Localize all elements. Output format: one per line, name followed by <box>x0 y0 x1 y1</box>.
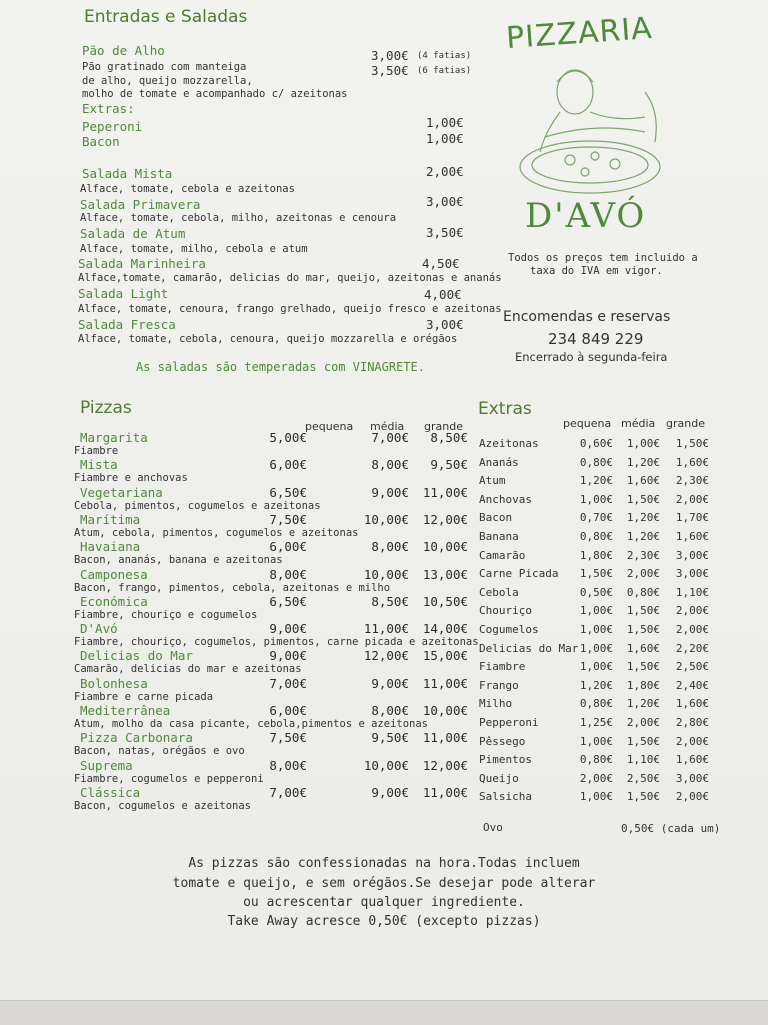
extra-price-media: 1,20€ <box>626 697 660 710</box>
pizza-price-media: 9,00€ <box>371 785 409 800</box>
pizza-price-media: 9,50€ <box>371 730 409 745</box>
extra-name: Bacon <box>479 511 513 524</box>
pizza-desc: Bacon, ananás, banana e azeitonas <box>74 554 283 566</box>
pizza-name: Margarita <box>80 430 148 445</box>
pizza-price-pequena: 9,00€ <box>269 621 307 636</box>
pizza-desc: Cebola, pimentos, cogumelos e azeitonas <box>74 500 321 512</box>
salada-desc: Alface, tomate, cenoura, frango grelhado, queijo fresco e azeitonas <box>78 303 502 315</box>
pizza-price-grande: 12,00€ <box>422 758 468 773</box>
pizza-name: Delicias do Mar <box>80 648 193 663</box>
pizza-price-pequena: 7,50€ <box>269 512 307 527</box>
extra-price-grande: 1,60€ <box>675 697 709 710</box>
extra-price-media: 2,00€ <box>626 716 660 729</box>
extra-price-grande: 2,30€ <box>675 474 709 487</box>
extra-price-media: 1,20€ <box>626 511 660 524</box>
extra-price-media: 1,00€ <box>626 437 660 450</box>
extra-name: Milho <box>479 697 513 710</box>
salada-desc: Alface, tomate, milho, cebola e atum <box>80 243 308 255</box>
extra-name: Cogumelos <box>479 623 539 636</box>
item-pao-note1: (4 fatias) <box>417 51 472 61</box>
extra-name: Ananás <box>479 456 519 469</box>
pizza-name: Clássica <box>80 785 141 800</box>
extra-name: Pimentos <box>479 753 532 766</box>
pizza-price-pequena: 6,50€ <box>269 485 307 500</box>
pizza-name: Bolonhesa <box>80 676 148 691</box>
pizza-name: Mediterrânea <box>80 703 171 718</box>
pizza-price-media: 8,00€ <box>371 539 409 554</box>
closed-day: Encerrado à segunda-feira <box>515 350 668 364</box>
salada-name: Salada Mista <box>82 166 173 181</box>
extra-peperoni-name: Peperoni <box>82 119 143 134</box>
extra-price-pequena: 0,80€ <box>579 530 613 543</box>
extra-price-pequena: 0,70€ <box>579 511 613 524</box>
extra-price-pequena: 1,00€ <box>579 623 613 636</box>
pizza-price-media: 10,00€ <box>363 567 409 582</box>
extra-name: Cebola <box>479 586 519 599</box>
extra-price-grande: 2,40€ <box>675 679 709 692</box>
salada-price: 4,00€ <box>424 287 462 302</box>
extra-price-grande: 2,50€ <box>675 660 709 673</box>
pizza-name: Havaiana <box>80 539 141 554</box>
pizza-price-grande: 10,00€ <box>422 703 468 718</box>
footer-line: Take Away acresce 0,50€ (excepto pizzas) <box>227 914 541 929</box>
pizza-price-grande: 11,00€ <box>422 676 468 691</box>
extra-price-pequena: 0,60€ <box>579 437 613 450</box>
extra-price-media: 1,60€ <box>626 474 660 487</box>
extra-price-grande: 1,60€ <box>675 530 709 543</box>
pizza-price-media: 8,00€ <box>371 703 409 718</box>
extra-price-media: 1,20€ <box>626 530 660 543</box>
pizza-price-grande: 11,00€ <box>422 785 468 800</box>
extra-price-media: 1,10€ <box>626 753 660 766</box>
extra-price-grande: 1,60€ <box>675 456 709 469</box>
pizzas-header-grande: grande <box>424 420 463 433</box>
pizza-desc: Fiambre e anchovas <box>74 472 188 484</box>
pizza-price-media: 8,00€ <box>371 457 409 472</box>
table-surface <box>0 1000 768 1025</box>
item-pao-name: Pão de Alho <box>82 43 165 58</box>
extra-price-grande: 1,70€ <box>675 511 709 524</box>
pizza-price-grande: 9,50€ <box>430 457 468 472</box>
extra-name: Fiambre <box>479 660 526 673</box>
pizza-price-pequena: 8,00€ <box>269 758 307 773</box>
extra-price-media: 1,50€ <box>626 660 660 673</box>
pizza-desc: Atum, molho da casa picante, cebola,pimentos e azeitonas <box>74 718 429 730</box>
salada-name: Salada Marinheira <box>78 256 206 271</box>
extra-price-media: 2,30€ <box>626 549 660 562</box>
pizza-price-grande: 13,00€ <box>422 567 468 582</box>
extra-price-pequena: 1,00€ <box>579 493 613 506</box>
salada-name: Salada Primavera <box>80 197 201 212</box>
salada-price: 2,00€ <box>426 164 464 179</box>
pizza-name: Mista <box>80 457 118 472</box>
logo-title-top: PIZZARIA <box>504 10 654 57</box>
extra-name: Anchovas <box>479 493 532 506</box>
pizza-name: Marítima <box>80 512 141 527</box>
extra-price-grande: 2,00€ <box>675 604 709 617</box>
pizza-desc: Bacon, cogumelos e azeitonas <box>74 800 252 812</box>
extra-name: Carne Picada <box>479 567 559 580</box>
extra-price-pequena: 1,25€ <box>579 716 613 729</box>
extra-price-pequena: 2,00€ <box>579 772 613 785</box>
extra-price-pequena: 1,00€ <box>579 660 613 673</box>
extra-price-media: 1,50€ <box>626 623 660 636</box>
pizzas-header-pequena: pequena <box>305 420 354 433</box>
footer-line: As pizzas são confessionadas na hora.Todas incluem <box>188 856 580 871</box>
section-title-entradas: Entradas e Saladas <box>84 7 248 27</box>
pizza-name: Pizza Carbonara <box>80 730 193 745</box>
extra-peperoni-price: 1,00€ <box>426 115 464 130</box>
extra-name: Delicias do Mar <box>479 642 579 655</box>
item-pao-note2: (6 fatias) <box>417 66 472 76</box>
pizza-price-pequena: 6,50€ <box>269 594 307 609</box>
pizza-desc: Fiambre e carne picada <box>74 691 214 703</box>
extra-price-media: 0,80€ <box>626 586 660 599</box>
pizzas-header-media: média <box>370 420 405 433</box>
extra-name: Pepperoni <box>479 716 539 729</box>
extra-price-pequena: 1,80€ <box>579 549 613 562</box>
iva-note-line2: taxa do IVA em vigor. <box>530 265 663 277</box>
extra-price-media: 1,80€ <box>626 679 660 692</box>
item-pao-price1: 3,00€ <box>371 48 409 63</box>
extra-price-pequena: 1,20€ <box>579 679 613 692</box>
pizza-price-media: 9,00€ <box>371 485 409 500</box>
pizza-price-media: 8,50€ <box>371 594 409 609</box>
extra-name: Azeitonas <box>479 437 539 450</box>
pizza-price-pequena: 5,00€ <box>269 430 307 445</box>
phone-number: 234 849 229 <box>548 330 644 348</box>
pizza-name: Económica <box>80 594 148 609</box>
extra-price-grande: 1,50€ <box>675 437 709 450</box>
extra-price-media: 1,60€ <box>626 642 660 655</box>
extra-price-media: 1,20€ <box>626 456 660 469</box>
extra-bacon-price: 1,00€ <box>426 131 464 146</box>
pizza-desc: Bacon, natas, orégãos e ovo <box>74 745 245 757</box>
pizza-price-media: 7,00€ <box>371 430 409 445</box>
chef-illustration-icon <box>515 52 675 200</box>
extra-price-media: 2,50€ <box>626 772 660 785</box>
logo-title-bottom: D'AVÓ <box>525 196 647 236</box>
pizza-desc: Bacon, frango, pimentos, cebola, azeitonas e milho <box>74 582 391 594</box>
pizza-price-media: 10,00€ <box>363 512 409 527</box>
extra-price-grande: 2,20€ <box>675 642 709 655</box>
extra-price-grande: 2,80€ <box>675 716 709 729</box>
pizza-price-grande: 11,00€ <box>422 485 468 500</box>
extra-price-grande: 3,00€ <box>675 549 709 562</box>
section-title-pizzas: Pizzas <box>80 398 132 418</box>
pizza-price-media: 10,00€ <box>363 758 409 773</box>
pizza-price-grande: 14,00€ <box>422 621 468 636</box>
pizza-desc: Camarão, delicias do mar e azeitonas <box>74 663 302 675</box>
extra-price-pequena: 1,00€ <box>579 642 613 655</box>
extra-price-pequena: 1,50€ <box>579 567 613 580</box>
extra-price-pequena: 1,20€ <box>579 474 613 487</box>
footer-line: ou acrescentar qualquer ingrediente. <box>243 895 525 910</box>
pizza-price-grande: 10,00€ <box>422 539 468 554</box>
pizza-price-pequena: 8,00€ <box>269 567 307 582</box>
extra-name: Chouriço <box>479 604 532 617</box>
pizza-price-pequena: 7,50€ <box>269 730 307 745</box>
extra-price-media: 1,50€ <box>626 604 660 617</box>
pizza-name: Vegetariana <box>80 485 163 500</box>
salada-price: 4,50€ <box>422 256 460 271</box>
pizza-name: D'Avó <box>80 621 118 636</box>
pizza-desc: Atum, cebola, pimentos, cogumelos e azeitonas <box>74 527 359 539</box>
extra-price-grande: 3,00€ <box>675 772 709 785</box>
item-pao-desc3: molho de tomate e acompanhado c/ azeitonas <box>82 88 348 100</box>
extra-ovo-name: Ovo <box>483 821 503 834</box>
extra-price-pequena: 0,80€ <box>579 697 613 710</box>
pizza-desc: Fiambre, cogumelos e pepperoni <box>74 773 264 785</box>
pizza-price-pequena: 7,00€ <box>269 785 307 800</box>
iva-note-line1: Todos os preços tem incluido a <box>508 252 698 264</box>
extra-ovo-price: 0,50€ (cada um) <box>621 822 721 835</box>
pizza-price-pequena: 7,00€ <box>269 676 307 691</box>
extra-price-pequena: 1,00€ <box>579 604 613 617</box>
extra-name: Queijo <box>479 772 519 785</box>
pizza-price-media: 11,00€ <box>363 621 409 636</box>
pizza-price-grande: 15,00€ <box>422 648 468 663</box>
extra-price-grande: 2,00€ <box>675 735 709 748</box>
pizza-price-grande: 10,50€ <box>422 594 468 609</box>
salada-price: 3,50€ <box>426 225 464 240</box>
extras-header-pequena: pequena <box>563 417 612 430</box>
extras-header-media: média <box>621 417 656 430</box>
item-pao-price2: 3,50€ <box>371 63 409 78</box>
pizza-price-pequena: 6,00€ <box>269 703 307 718</box>
extra-bacon-name: Bacon <box>82 134 120 149</box>
pizza-price-grande: 11,00€ <box>422 730 468 745</box>
extra-price-media: 1,50€ <box>626 790 660 803</box>
pizza-price-grande: 12,00€ <box>422 512 468 527</box>
pizza-price-pequena: 9,00€ <box>269 648 307 663</box>
extra-name: Salsicha <box>479 790 532 803</box>
saladas-note: As saladas são temperadas com VINAGRETE. <box>136 360 425 374</box>
extra-name: Frango <box>479 679 519 692</box>
pizza-price-pequena: 6,00€ <box>269 457 307 472</box>
extra-name: Banana <box>479 530 519 543</box>
extra-price-pequena: 0,80€ <box>579 753 613 766</box>
pizza-price-media: 12,00€ <box>363 648 409 663</box>
pizza-desc: Fiambre, chouriço, cogumelos, pimentos, carne picada e azeitonas <box>74 636 479 648</box>
item-pao-desc1: Pão gratinado com manteiga <box>82 61 247 73</box>
pizza-desc: Fiambre <box>74 445 119 457</box>
footer-line: tomate e queijo, e sem orégãos.Se desejar pode alterar <box>172 876 596 891</box>
extras-header-grande: grande <box>666 417 705 430</box>
item-pao-desc2: de alho, queijo mozzarella, <box>82 75 253 87</box>
extra-name: Pêssego <box>479 735 526 748</box>
pizza-name: Suprema <box>80 758 133 773</box>
extras-label: Extras: <box>82 101 135 116</box>
salada-name: Salada de Atum <box>80 226 186 241</box>
pizza-price-pequena: 6,00€ <box>269 539 307 554</box>
salada-price: 3,00€ <box>426 194 464 209</box>
extra-price-grande: 1,60€ <box>675 753 709 766</box>
extra-price-grande: 2,00€ <box>675 493 709 506</box>
salada-desc: Alface,tomate, camarão, delicias do mar, queijo, azeitonas e ananás <box>78 272 502 284</box>
extra-name: Camarão <box>479 549 526 562</box>
extra-price-grande: 3,00€ <box>675 567 709 580</box>
extra-price-pequena: 0,80€ <box>579 456 613 469</box>
salada-price: 3,00€ <box>426 317 464 332</box>
extra-price-grande: 1,10€ <box>675 586 709 599</box>
extra-price-pequena: 0,50€ <box>579 586 613 599</box>
orders-label: Encomendas e reservas <box>503 309 671 325</box>
extra-price-media: 1,50€ <box>626 493 660 506</box>
pizza-desc: Fiambre, chouriço e cogumelos <box>74 609 258 621</box>
extra-price-media: 1,50€ <box>626 735 660 748</box>
salada-desc: Alface, tomate, cebola e azeitonas <box>80 183 295 195</box>
extra-price-grande: 2,00€ <box>675 790 709 803</box>
pizza-price-media: 9,00€ <box>371 676 409 691</box>
extra-price-media: 2,00€ <box>626 567 660 580</box>
salada-name: Salada Light <box>78 286 169 301</box>
salada-name: Salada Fresca <box>78 317 176 332</box>
salada-desc: Alface, tomate, cebola, cenoura, queijo mozzarella e orégãos <box>78 333 458 345</box>
extra-price-pequena: 1,00€ <box>579 790 613 803</box>
pizza-price-grande: 8,50€ <box>430 430 468 445</box>
extra-name: Atum <box>479 474 506 487</box>
extra-price-pequena: 1,00€ <box>579 735 613 748</box>
extra-price-grande: 2,00€ <box>675 623 709 636</box>
salada-desc: Alface, tomate, cebola, milho, azeitonas e cenoura <box>80 212 397 224</box>
pizza-name: Camponesa <box>80 567 148 582</box>
section-title-extras: Extras <box>478 399 532 419</box>
